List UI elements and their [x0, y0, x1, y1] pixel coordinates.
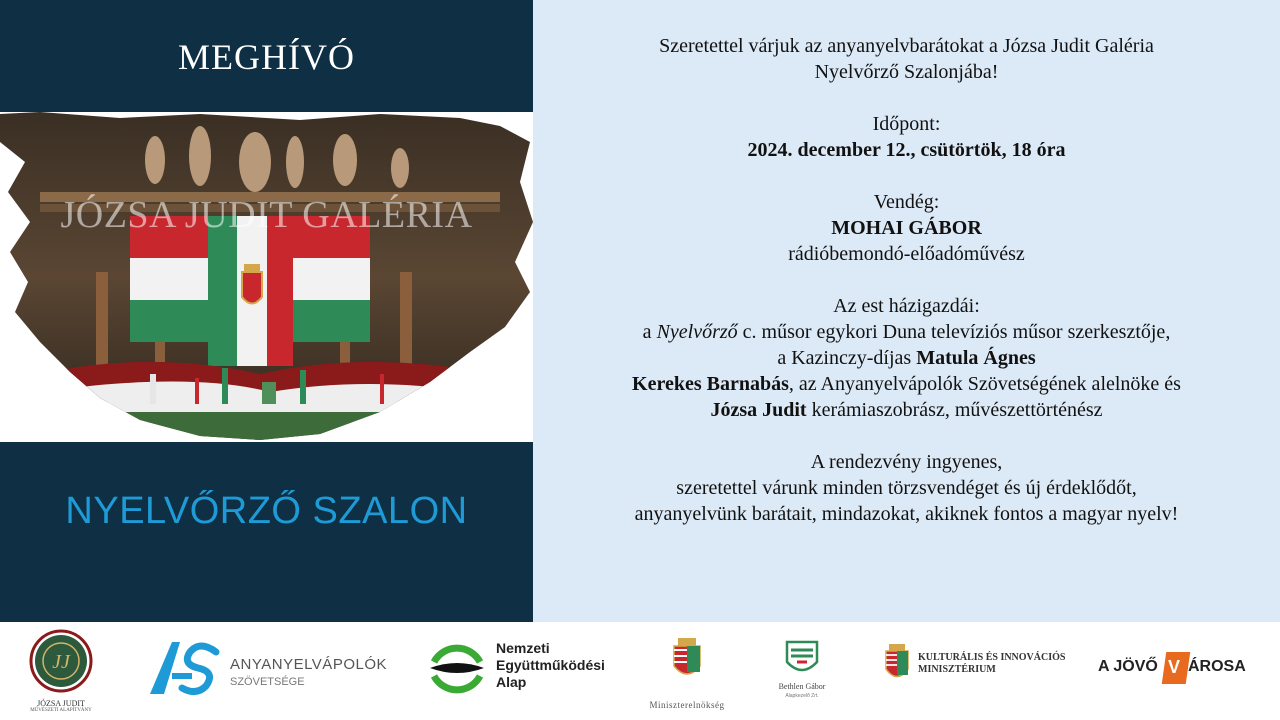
bethlen-gabor-name: Bethlen Gábor [778, 682, 826, 691]
nea-logo [426, 638, 626, 704]
sponsor-footer [0, 622, 1280, 720]
intro-line-2: Nyelvőrző Szalonjába! [814, 61, 999, 83]
show-name: Nyelvőrző [656, 321, 738, 343]
date-label: Időpont: [872, 113, 941, 135]
left-panel [0, 0, 533, 622]
guest-name: MOHAI GÁBOR [831, 217, 982, 239]
gallery-photo-svg [0, 112, 533, 442]
coat-of-arms-icon [242, 272, 262, 304]
anyanyelvapolok-logo [146, 636, 388, 706]
guest-label: Vendég: [873, 191, 940, 213]
right-panel [533, 0, 1280, 622]
event-series-title: NYELVŐRZŐ SZALON [65, 490, 468, 532]
kim-logo [884, 644, 1074, 694]
bethlen-gabor-emblem-icon [785, 640, 819, 678]
gallery-name-overlay: JÓZSA JUDIT GALÉRIA [60, 194, 473, 236]
bethlen-gabor-logo [770, 640, 834, 714]
guest-role: rádióbemondó-előadóművész [788, 243, 1025, 265]
invitation-text [533, 33, 1280, 527]
miniszterelnokseg-name: Miniszterelnökség [649, 700, 725, 710]
jozsa-judit-foundation-logo [26, 628, 96, 714]
jozsa-judit-name: JÓZSA JUDIT [37, 699, 85, 708]
jovo-varosa-logo [1098, 652, 1248, 692]
intro-line-1: Szeretettel várjuk az anyanyelvbarátokat a Józsa Judit Galéria [659, 35, 1154, 57]
hungarian-coat-of-arms-icon [672, 638, 702, 682]
jozsa-judit-emblem-icon [26, 628, 96, 694]
host-1-name: Matula Ágnes [916, 347, 1036, 369]
host-2-line: Kerekes Barnabás, az Anyanyelvápolók Szövetségének alelnöke és [632, 373, 1181, 395]
jovo-varosa-prefix: A JÖVŐ [1098, 658, 1158, 675]
closing-line-3: anyanyelvünk barátait, mindazokat, akiknek fontos a magyar nyelv! [634, 503, 1179, 525]
kim-name-line-2: MINISZTÉRIUM [918, 664, 996, 675]
nea-line-2: Együttműködési [496, 657, 605, 673]
host-1-line-2: a Kazinczy-díjas Matula Ágnes [777, 347, 1036, 369]
date-value: 2024. december 12., csütörtök, 18 óra [747, 139, 1066, 161]
closing-line-2: szeretettel várunk minden törzsvendéget és új érdeklődőt, [676, 477, 1137, 499]
nea-line-1: Nemzeti [496, 640, 550, 656]
host-2-name: Kerekes Barnabás [632, 373, 789, 395]
host-1-line-1: a Nyelvőrző c. műsor egykori Duna televíziós műsor szerkesztője, [642, 321, 1171, 343]
kim-name-line-1: KULTURÁLIS ÉS INNOVÁCIÓS [918, 652, 1066, 663]
miniszterelnokseg-logo [632, 638, 742, 714]
gallery-photo [0, 112, 533, 442]
anyanyelvapolok-subtitle: SZÖVETSÉGE [230, 676, 305, 688]
nea-line-3: Alap [496, 674, 527, 690]
invitation-title: MEGHÍVÓ [178, 37, 355, 77]
hosts-label: Az est házigazdái: [833, 295, 980, 317]
closing-line-1: A rendezvény ingyenes, [810, 451, 1003, 473]
host-3-line: Józsa Judit kerámiaszobrász, művészettörténész [710, 399, 1103, 421]
anyanyelvapolok-emblem-icon [146, 636, 226, 698]
jovo-varosa-rest: ÁROSA [1188, 658, 1246, 675]
jovo-varosa-v: V [1168, 657, 1181, 677]
host-3-name: Józsa Judit [710, 399, 807, 421]
anyanyelvapolok-name: ANYANYELVÁPOLÓK [230, 656, 388, 673]
svg-text:JJ: JJ [52, 651, 70, 673]
nea-emblem-icon [426, 638, 488, 700]
kim-coat-of-arms-icon [884, 644, 910, 684]
bethlen-gabor-subtitle: Alapkezelő Zrt. [785, 693, 819, 699]
jozsa-judit-subtitle: MŰVÉSZETI ALAPÍTVÁNY [30, 708, 92, 713]
